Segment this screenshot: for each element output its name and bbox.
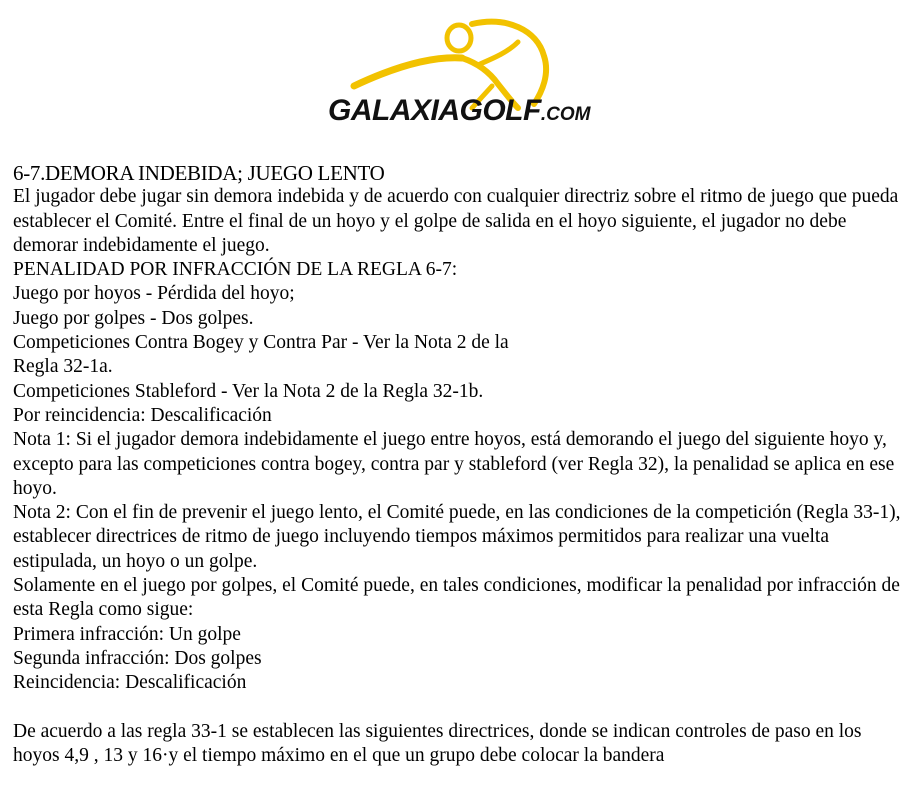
second-breach: Segunda infracción: Dos golpes — [13, 647, 262, 669]
logo-brand: GALAXIAGOLF — [328, 94, 541, 127]
paragraph-spacer — [13, 696, 903, 720]
closing-paragraph: De acuerdo a las regla 33-1 se establecen las siguientes directrices, donde se indican controles de paso en los hoyos 4,9 , 13 y 16·y el tiempo máximo en el que un grupo debe colocar la bandera — [13, 720, 862, 766]
rule-title: 6-7.DEMORA INDEBIDA; JUEGO LENTO — [13, 161, 385, 185]
penalty-repeat: Por reincidencia: Descalificación — [13, 404, 272, 426]
penalty-bogey-par: Competiciones Contra Bogey y Contra Par - Ver la Nota 2 de la — [13, 332, 509, 354]
logo-wordmark — [328, 94, 590, 128]
stroke-only-paragraph: Solamente en el juego por golpes, el Comité puede, en tales condiciones, modificar la penalidad por infracción de esta Regla como sigue: — [13, 575, 900, 621]
rule-document — [13, 161, 903, 768]
logo-domain: .COM — [540, 104, 591, 125]
note-1: Nota 1: Si el jugador demora indebidamente el juego entre hoyos, está demorando el juego del siguiente hoyo y, excepto para las competiciones contra bogey, contra par y stableford (ver Regla 32), la penalidad se aplica en ese hoyo. — [13, 429, 895, 499]
rule-intro: El jugador debe jugar sin demora indebida y de acuerdo con cualquier directriz sobre el ritmo de juego que pueda establecer el Comité. Entre el final de un hoyo y el golpe de salida en el hoyo siguiente, el jugador no debe demorar indebidamente el juego. — [13, 186, 899, 256]
penalty-heading: PENALIDAD POR INFRACCIÓN DE LA REGLA 6-7: — [13, 259, 458, 281]
penalty-stroke-play: Juego por golpes - Dos golpes. — [13, 307, 254, 329]
first-breach: Primera infracción: Un golpe — [13, 623, 241, 645]
recidivism: Reincidencia: Descalificación — [13, 672, 247, 694]
penalty-stableford: Competiciones Stableford - Ver la Nota 2 de la Regla 32-1b. — [13, 380, 484, 402]
penalty-match-play: Juego por hoyos - Pérdida del hoyo; — [13, 283, 295, 305]
note-2: Nota 2: Con el fin de prevenir el juego lento, el Comité puede, en las condiciones de la competición (Regla 33-1), establecer directrices de ritmo de juego incluyendo tiempos máximos permitidos para realizar una vuelta estipulada, un hoyo o un golpe. — [13, 502, 901, 572]
galaxiagolf-logo — [322, 12, 591, 132]
penalty-bogey-par-cont: Regla 32-1a. — [13, 356, 113, 378]
